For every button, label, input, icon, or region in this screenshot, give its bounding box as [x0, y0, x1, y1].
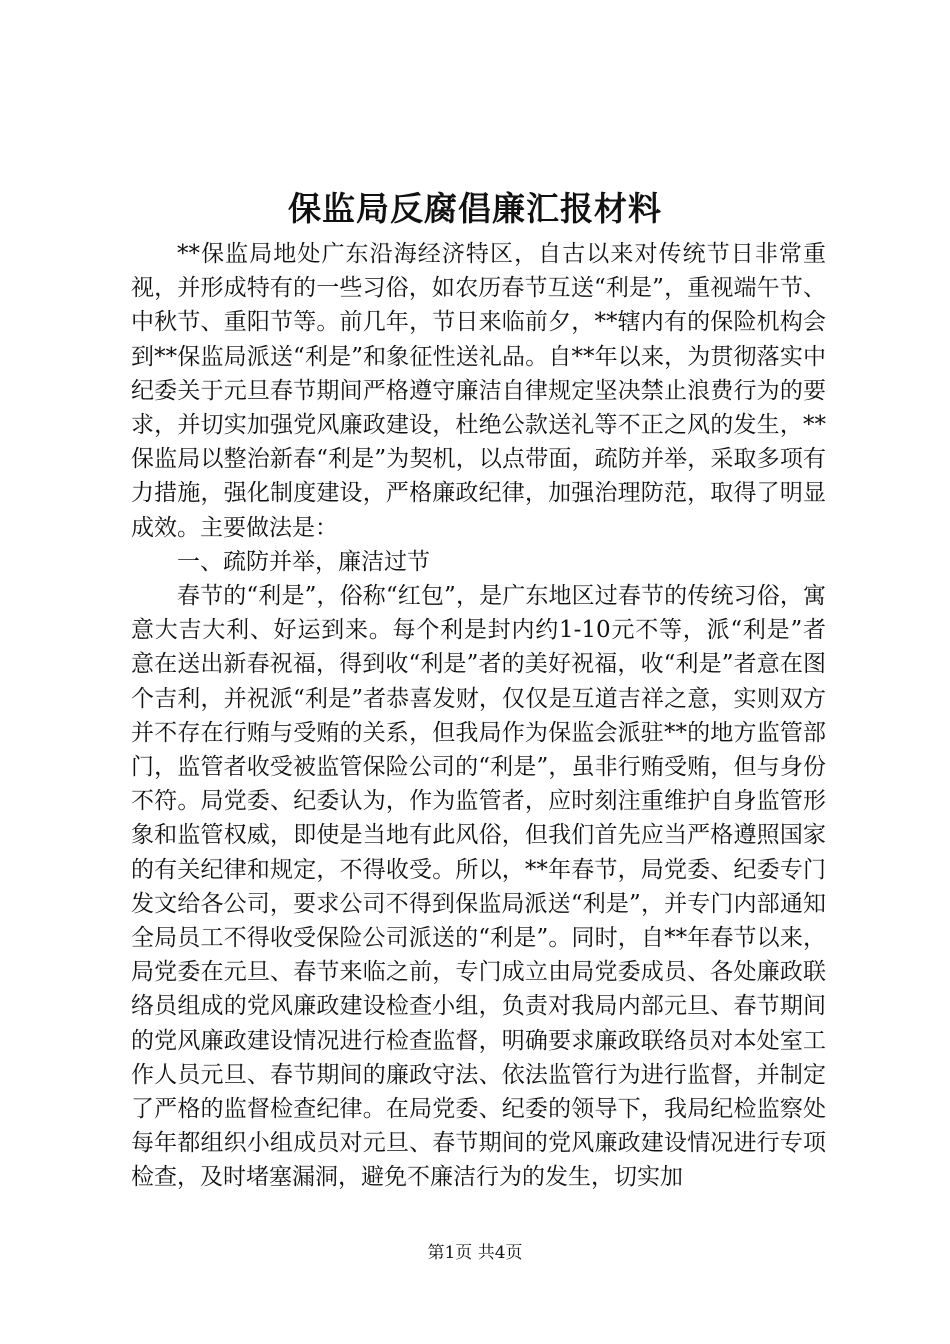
document-title: 保监局反腐倡廉汇报材料	[288, 189, 662, 228]
section-heading: 一、疏防并举，廉洁过节	[177, 548, 430, 575]
paragraph-section-1: 春节的“利是”，俗称“红包”，是广东地区过春节的传统习俗，寓意大吉大利、好运到来。每个利是封内约1-10元不等，派“利是”者意在送出新春祝福，得到收“利是”者的美好祝福，收“利是”者意在图个吉利，并祝派“利是”者恭喜发财，仅仅是互道吉祥之意，实则双方并不存在行贿与受贿的关系，但我局作为保监会派驻**的地方监管部门，监管者收受被监管保险公司的“利是”，虽非行贿受贿，但与身份不符。局党委、纪委认为，作为监管者，应时刻注重维护自身监管形象和监管权威，即使是当地有此风俗，但我们首先应当严格遵照国家的有关纪律和规定，不得收受。所以，**年春节，局党委、纪委专门发文给各公司，要求公司不得到保监局派送“利是”，并专门内部通知全局员工不得收受保险公司派送的“利是”。同时，自**年春节以来，局党委在元旦、春节来临之前，专门成立由局党委成员、各处廉政联络员组成的党风廉政建设检查小组，负责对我局内部元旦、春节期间的党风廉政建设情况进行检查监督，明确要求廉政联络员对本处室工作人员元旦、春节期间的廉政守法、依法监管行为进行监督，并制定了严格的监督检查纪律。在局党委、纪委的领导下，我局纪检监察处每年都组织小组成员对元旦、春节期间的党风廉政建设情况进行专项检查，及时堵塞漏洞，避免不廉洁行为的发生，切实加	[131, 583, 826, 1191]
document-body	[131, 237, 826, 1195]
paragraph-intro: **保监局地处广东沿海经济特区，自古以来对传统节日非常重视，并形成特有的一些习俗，如农历春节互送“利是”，重视端午节、中秋节、重阳节等。前几年，节日来临前夕，**辖内有的保险机构会到**保监局派送“利是”和象征性送礼品。自**年以来，为贯彻落实中纪委关于元旦春节期间严格遵守廉洁自律规定坚决禁止浪费行为的要求，并切实加强党风廉政建设，杜绝公款送礼等不正之风的发生，**保监局以整治新春“利是”为契机，以点带面，疏防并举，采取多项有力措施，强化制度建设，严格廉政纪律，加强治理防范，取得了明显成效。主要做法是：	[131, 241, 826, 541]
page-footer: 第1页 共4页	[427, 1243, 523, 1263]
